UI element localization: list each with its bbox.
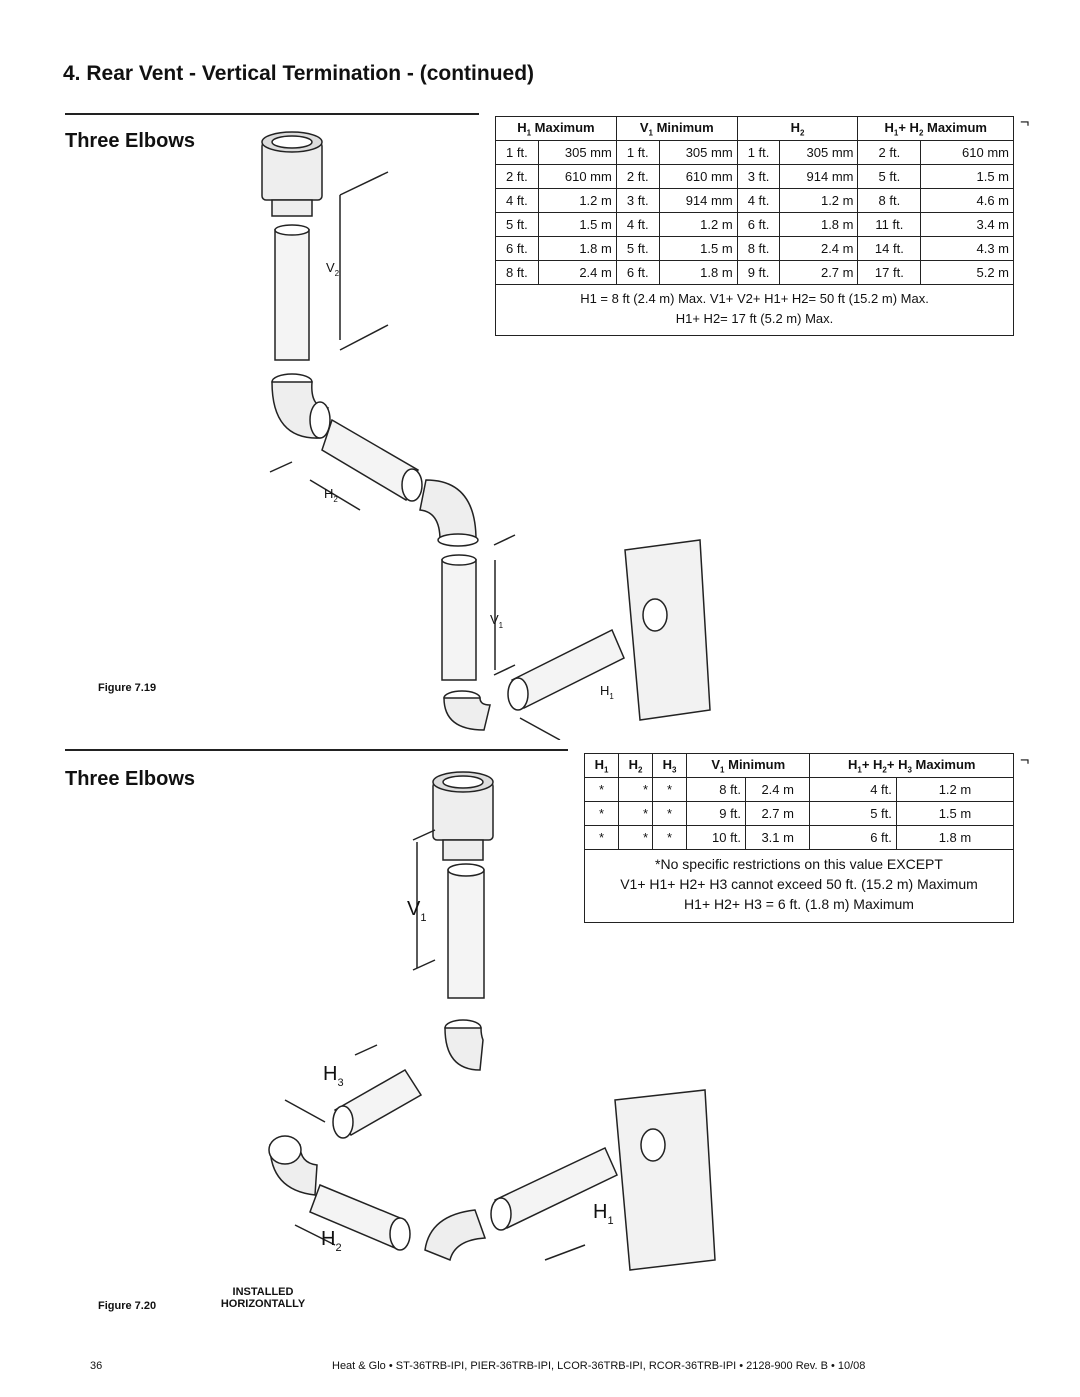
table-cell: 4 ft. xyxy=(810,778,896,802)
col-v1-min: $V_1$ Minimum xyxy=(687,754,810,778)
table-cell: 1.8 m xyxy=(659,261,737,285)
pipe-v2-icon xyxy=(275,230,309,360)
vent-diagram-7-20 xyxy=(255,770,725,1310)
table-cell: * xyxy=(653,802,687,826)
installed-horizontally-label: INSTALLED HORIZONTALLY xyxy=(220,1286,306,1310)
table-cell: 3 ft. xyxy=(737,165,780,189)
table-cell: 1 ft. xyxy=(616,141,659,165)
table-cell: 3.1 m xyxy=(745,826,809,850)
section-title-1: Three Elbows xyxy=(65,130,196,152)
elbow-icon xyxy=(445,1028,483,1070)
table-cell: * xyxy=(585,826,619,850)
note-line-2: V1+ H1+ H2+ H3 cannot exceed 50 ft. (15.2 m) Maximum xyxy=(620,876,978,892)
table-cell: 2.4 m xyxy=(745,778,809,802)
label-h1: $H_1$ xyxy=(593,1201,614,1227)
table-cell: 1.8 m xyxy=(780,213,858,237)
table-cell: 914 mm xyxy=(780,165,858,189)
vent-diagram-7-19 xyxy=(240,120,720,740)
table-cell: 17 ft. xyxy=(858,261,921,285)
fireplace-unit-icon xyxy=(615,1090,715,1270)
label-h1: $H_1$ xyxy=(600,683,614,701)
table-cell: 4 ft. xyxy=(737,189,780,213)
table-cell: 6 ft. xyxy=(616,261,659,285)
table-cell: 8 ft. xyxy=(687,778,746,802)
table-cell: 1.2 m xyxy=(659,213,737,237)
table-cell: 4.6 m xyxy=(921,189,1014,213)
label-v1: $V_1$ xyxy=(490,612,504,630)
label-v2: $V_2$ xyxy=(326,260,340,278)
table-cell: 1.2 m xyxy=(780,189,858,213)
table-cell: 8 ft. xyxy=(737,237,780,261)
fireplace-unit-icon xyxy=(625,540,710,720)
elbow-icon xyxy=(420,480,476,540)
table-cell: 5 ft. xyxy=(616,237,659,261)
table-cell: 8 ft. xyxy=(496,261,539,285)
note-line-1: H1 = 8 ft (2.4 m) Max. V1+ V2+ H1+ H2= 50 ft (15.2 m) Max. xyxy=(580,291,929,306)
table-cell: * xyxy=(585,778,619,802)
page-number: 36 xyxy=(90,1360,103,1372)
table-cell: * xyxy=(619,778,653,802)
table-cell: 9 ft. xyxy=(737,261,780,285)
table-cell: * xyxy=(619,826,653,850)
note-line-1: *No specific restrictions on this value EXCEPT xyxy=(655,856,943,872)
col-v1-min: $V_1$ Minimum xyxy=(616,117,737,141)
table-cell: 10 ft. xyxy=(687,826,746,850)
change-mark-icon: ¬ xyxy=(1020,114,1030,131)
table-cell: 610 mm xyxy=(659,165,737,189)
table-cell: 6 ft. xyxy=(810,826,896,850)
table-cell: 610 mm xyxy=(921,141,1014,165)
table-cell: 2.4 m xyxy=(538,261,616,285)
section-divider xyxy=(65,113,479,115)
figure-label-7-19: Figure 7.19 xyxy=(98,682,157,694)
table-cell: 5 ft. xyxy=(810,802,896,826)
table-cell: * xyxy=(619,802,653,826)
pipe-v1-icon xyxy=(442,560,476,680)
table-cell: 14 ft. xyxy=(858,237,921,261)
table-cell: 8 ft. xyxy=(858,189,921,213)
table-cell: 11 ft. xyxy=(858,213,921,237)
table-cell: 305 mm xyxy=(780,141,858,165)
table-cell: 5 ft. xyxy=(858,165,921,189)
page-title: 4. Rear Vent - Vertical Termination - (continued) xyxy=(63,62,535,85)
col-h2: $H_2$ xyxy=(619,754,653,778)
table-cell: 2 ft. xyxy=(616,165,659,189)
col-h1h2-max: $H_1+ H_2$ Maximum xyxy=(858,117,1014,141)
elbow-icon xyxy=(425,1210,485,1260)
table-cell: 4 ft. xyxy=(616,213,659,237)
table-cell: 305 mm xyxy=(659,141,737,165)
label-h2: $H_2$ xyxy=(321,1228,342,1254)
table-cell: 1.5 m xyxy=(538,213,616,237)
table-cell: 1.5 m xyxy=(659,237,737,261)
table-cell: 305 mm xyxy=(538,141,616,165)
table-cell: * xyxy=(653,778,687,802)
table-cell: 2 ft. xyxy=(858,141,921,165)
section-divider xyxy=(65,749,568,751)
note-line-2: H1+ H2= 17 ft (5.2 m) Max. xyxy=(675,311,834,326)
label-h2: $H_2$ xyxy=(324,486,338,504)
table-cell: 1.5 m xyxy=(921,165,1014,189)
table-cell: 1.2 m xyxy=(896,778,1013,802)
table-cell: 2.7 m xyxy=(780,261,858,285)
table-cell: 1.8 m xyxy=(896,826,1013,850)
table-cell: 2.4 m xyxy=(780,237,858,261)
table-cell: 6 ft. xyxy=(496,237,539,261)
footer-text: Heat & Glo • ST-36TRB-IPI, PIER-36TRB-IPI, LCOR-36TRB-IPI, RCOR-36TRB-IPI • 2128-900 Rev. B • 10/08 xyxy=(332,1360,866,1372)
table-cell: * xyxy=(653,826,687,850)
table-cell: 1 ft. xyxy=(496,141,539,165)
table-cell: 2 ft. xyxy=(496,165,539,189)
note-line-3: H1+ H2+ H3 = 6 ft. (1.8 m) Maximum xyxy=(684,896,914,912)
table-cell: 5 ft. xyxy=(496,213,539,237)
table-cell: 1 ft. xyxy=(737,141,780,165)
change-mark-icon: ¬ xyxy=(1020,752,1030,769)
table-cell: 1.2 m xyxy=(538,189,616,213)
table-cell: 3 ft. xyxy=(616,189,659,213)
table-cell: 6 ft. xyxy=(737,213,780,237)
section-title-2: Three Elbows xyxy=(65,768,196,790)
table-cell: 5.2 m xyxy=(921,261,1014,285)
table-cell: 914 mm xyxy=(659,189,737,213)
col-h3: $H_3$ xyxy=(653,754,687,778)
table-cell: 3.4 m xyxy=(921,213,1014,237)
col-h1: $H_1$ xyxy=(585,754,619,778)
table-cell: 1.5 m xyxy=(896,802,1013,826)
table-cell: * xyxy=(585,802,619,826)
col-h1h2h3-max: $H_1+ H_2+ H_3$ Maximum xyxy=(810,754,1014,778)
figure-label-7-20: Figure 7.20 xyxy=(98,1300,157,1312)
table-cell: 1.8 m xyxy=(538,237,616,261)
label-v1: $V_1$ xyxy=(407,898,427,924)
table-cell: 4.3 m xyxy=(921,237,1014,261)
col-h2: $H_2$ xyxy=(737,117,858,141)
elbow-icon xyxy=(444,698,490,730)
pipe-v1-icon xyxy=(448,870,484,998)
label-h3: $H_3$ xyxy=(323,1063,344,1089)
col-h1-max: $H_1$ Maximum xyxy=(496,117,617,141)
table-cell: 610 mm xyxy=(538,165,616,189)
table-cell: 9 ft. xyxy=(687,802,746,826)
table-cell: 4 ft. xyxy=(496,189,539,213)
table-cell: 2.7 m xyxy=(745,802,809,826)
